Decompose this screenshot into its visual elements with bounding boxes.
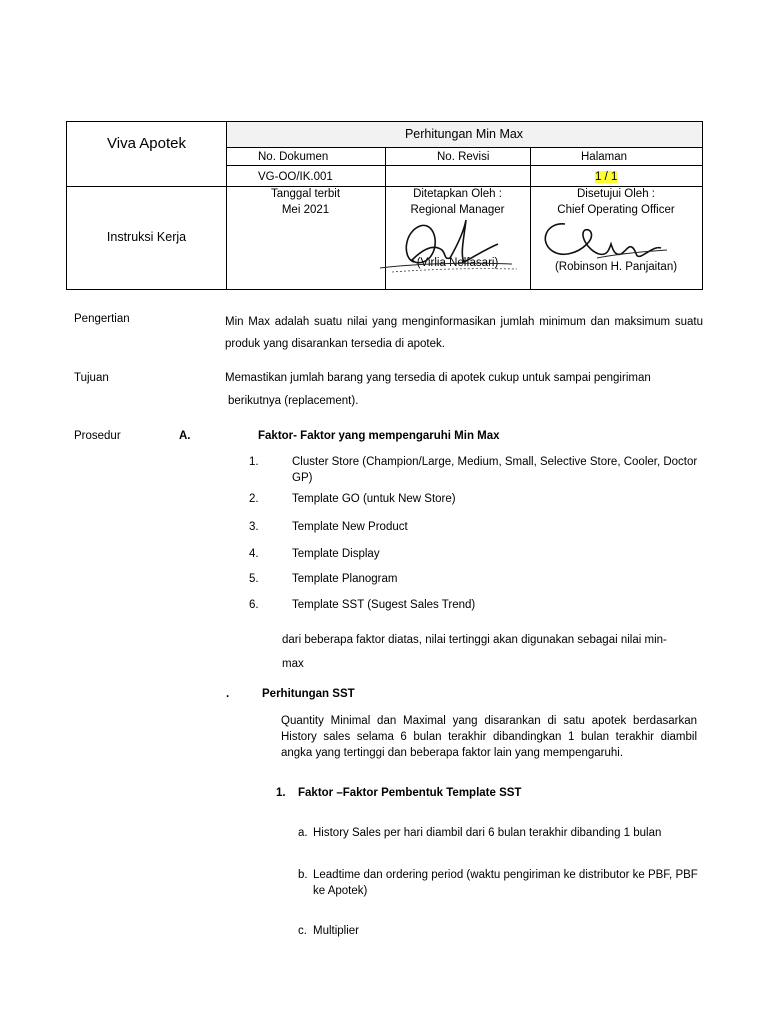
pengertian-text: Min Max adalah suatu nilai yang menginformasikan jumlah minimum dan maksimum suatu produk yang disarankan tersedia di apotek. bbox=[225, 316, 703, 350]
document-header-table bbox=[66, 121, 703, 290]
factors-note-line-2: max bbox=[282, 658, 304, 670]
list-item-number: 1. bbox=[249, 456, 259, 468]
company-name: Viva Apotek bbox=[107, 135, 186, 152]
section-a-marker: A. bbox=[179, 430, 191, 442]
approved-by-role: Chief Operating Officer bbox=[557, 204, 675, 216]
pengertian-label: Pengertian bbox=[74, 313, 130, 325]
issue-date-label: Tanggal terbit bbox=[270, 188, 341, 200]
sub-item-letter: b. bbox=[298, 869, 308, 881]
list-item-number: 2. bbox=[249, 493, 259, 505]
signature-regional-manager bbox=[372, 214, 522, 276]
tujuan-label: Tujuan bbox=[74, 372, 109, 384]
tujuan-line-2: berikutnya (replacement). bbox=[228, 395, 359, 407]
sub-item: History Sales per hari diambil dari 6 bulan terakhir dibanding 1 bulan bbox=[313, 827, 662, 839]
subsection-title: Faktor –Faktor Pembentuk Template SST bbox=[298, 787, 522, 799]
section-b-title: Perhitungan SST bbox=[262, 688, 355, 700]
list-item: Template New Product bbox=[292, 521, 408, 533]
doc-number-value: VG-OO/IK.001 bbox=[258, 171, 333, 183]
prosedur-label: Prosedur bbox=[74, 430, 121, 442]
section-a-title: Faktor- Faktor yang mempengaruhi Min Max bbox=[258, 430, 500, 442]
set-by-name: (Virlia Nelfasari) bbox=[416, 257, 499, 269]
divider bbox=[226, 165, 702, 166]
set-by-label: Ditetapkan Oleh : bbox=[413, 188, 502, 200]
issue-date-value: Mei 2021 bbox=[281, 204, 330, 216]
revision-label: No. Revisi bbox=[437, 151, 490, 163]
list-item-number: 5. bbox=[249, 573, 259, 585]
section-b-marker: . bbox=[226, 688, 230, 700]
sub-item: Multiplier bbox=[313, 925, 360, 937]
sub-item: Leadtime dan ordering period (waktu pengiriman ke distributor ke PBF, PBF ke Apotek) bbox=[313, 869, 698, 897]
divider bbox=[226, 147, 702, 148]
tujuan-line-1: Memastikan jumlah barang yang tersedia di apotek cukup untuk sampai pengiriman bbox=[225, 372, 651, 384]
page-label: Halaman bbox=[581, 151, 628, 163]
sub-item-letter: c. bbox=[298, 925, 307, 937]
list-item-number: 6. bbox=[249, 599, 259, 611]
list-item: Template Planogram bbox=[292, 573, 398, 585]
list-item: Template GO (untuk New Store) bbox=[292, 493, 456, 505]
subsection-number: 1. bbox=[276, 787, 286, 799]
sst-description: Quantity Minimal dan Maximal yang disarankan di satu apotek berdasarkan History sales selama 6 bulan terakhir dibandingkan 1 bulan terakhir diambil angka yang tertinggi dan beberapa faktor lain yang mempengaruhi. bbox=[281, 715, 697, 759]
document-title: Perhitungan Min Max bbox=[404, 127, 524, 141]
list-item: Template Display bbox=[292, 548, 380, 560]
factors-note-line-1: dari beberapa faktor diatas, nilai tertinggi akan digunakan sebagai nilai min- bbox=[282, 634, 667, 646]
list-item: Cluster Store (Champion/Large, Medium, Small, Selective Store, Cooler, Doctor GP) bbox=[292, 456, 698, 484]
list-item-number: 4. bbox=[249, 548, 259, 560]
sub-item-letter: a. bbox=[298, 827, 308, 839]
signature-chief-operating-officer bbox=[537, 214, 697, 266]
approved-by-label: Disetujui Oleh : bbox=[577, 188, 655, 200]
category-label: Instruksi Kerja bbox=[106, 230, 187, 244]
page-value: 1 / 1 bbox=[595, 171, 618, 183]
list-item: Template SST (Sugest Sales Trend) bbox=[292, 599, 476, 611]
set-by-role: Regional Manager bbox=[410, 204, 505, 216]
list-item-number: 3. bbox=[249, 521, 259, 533]
doc-number-label: No. Dokumen bbox=[258, 151, 329, 163]
approved-by-name: (Robinson H. Panjaitan) bbox=[554, 261, 678, 273]
